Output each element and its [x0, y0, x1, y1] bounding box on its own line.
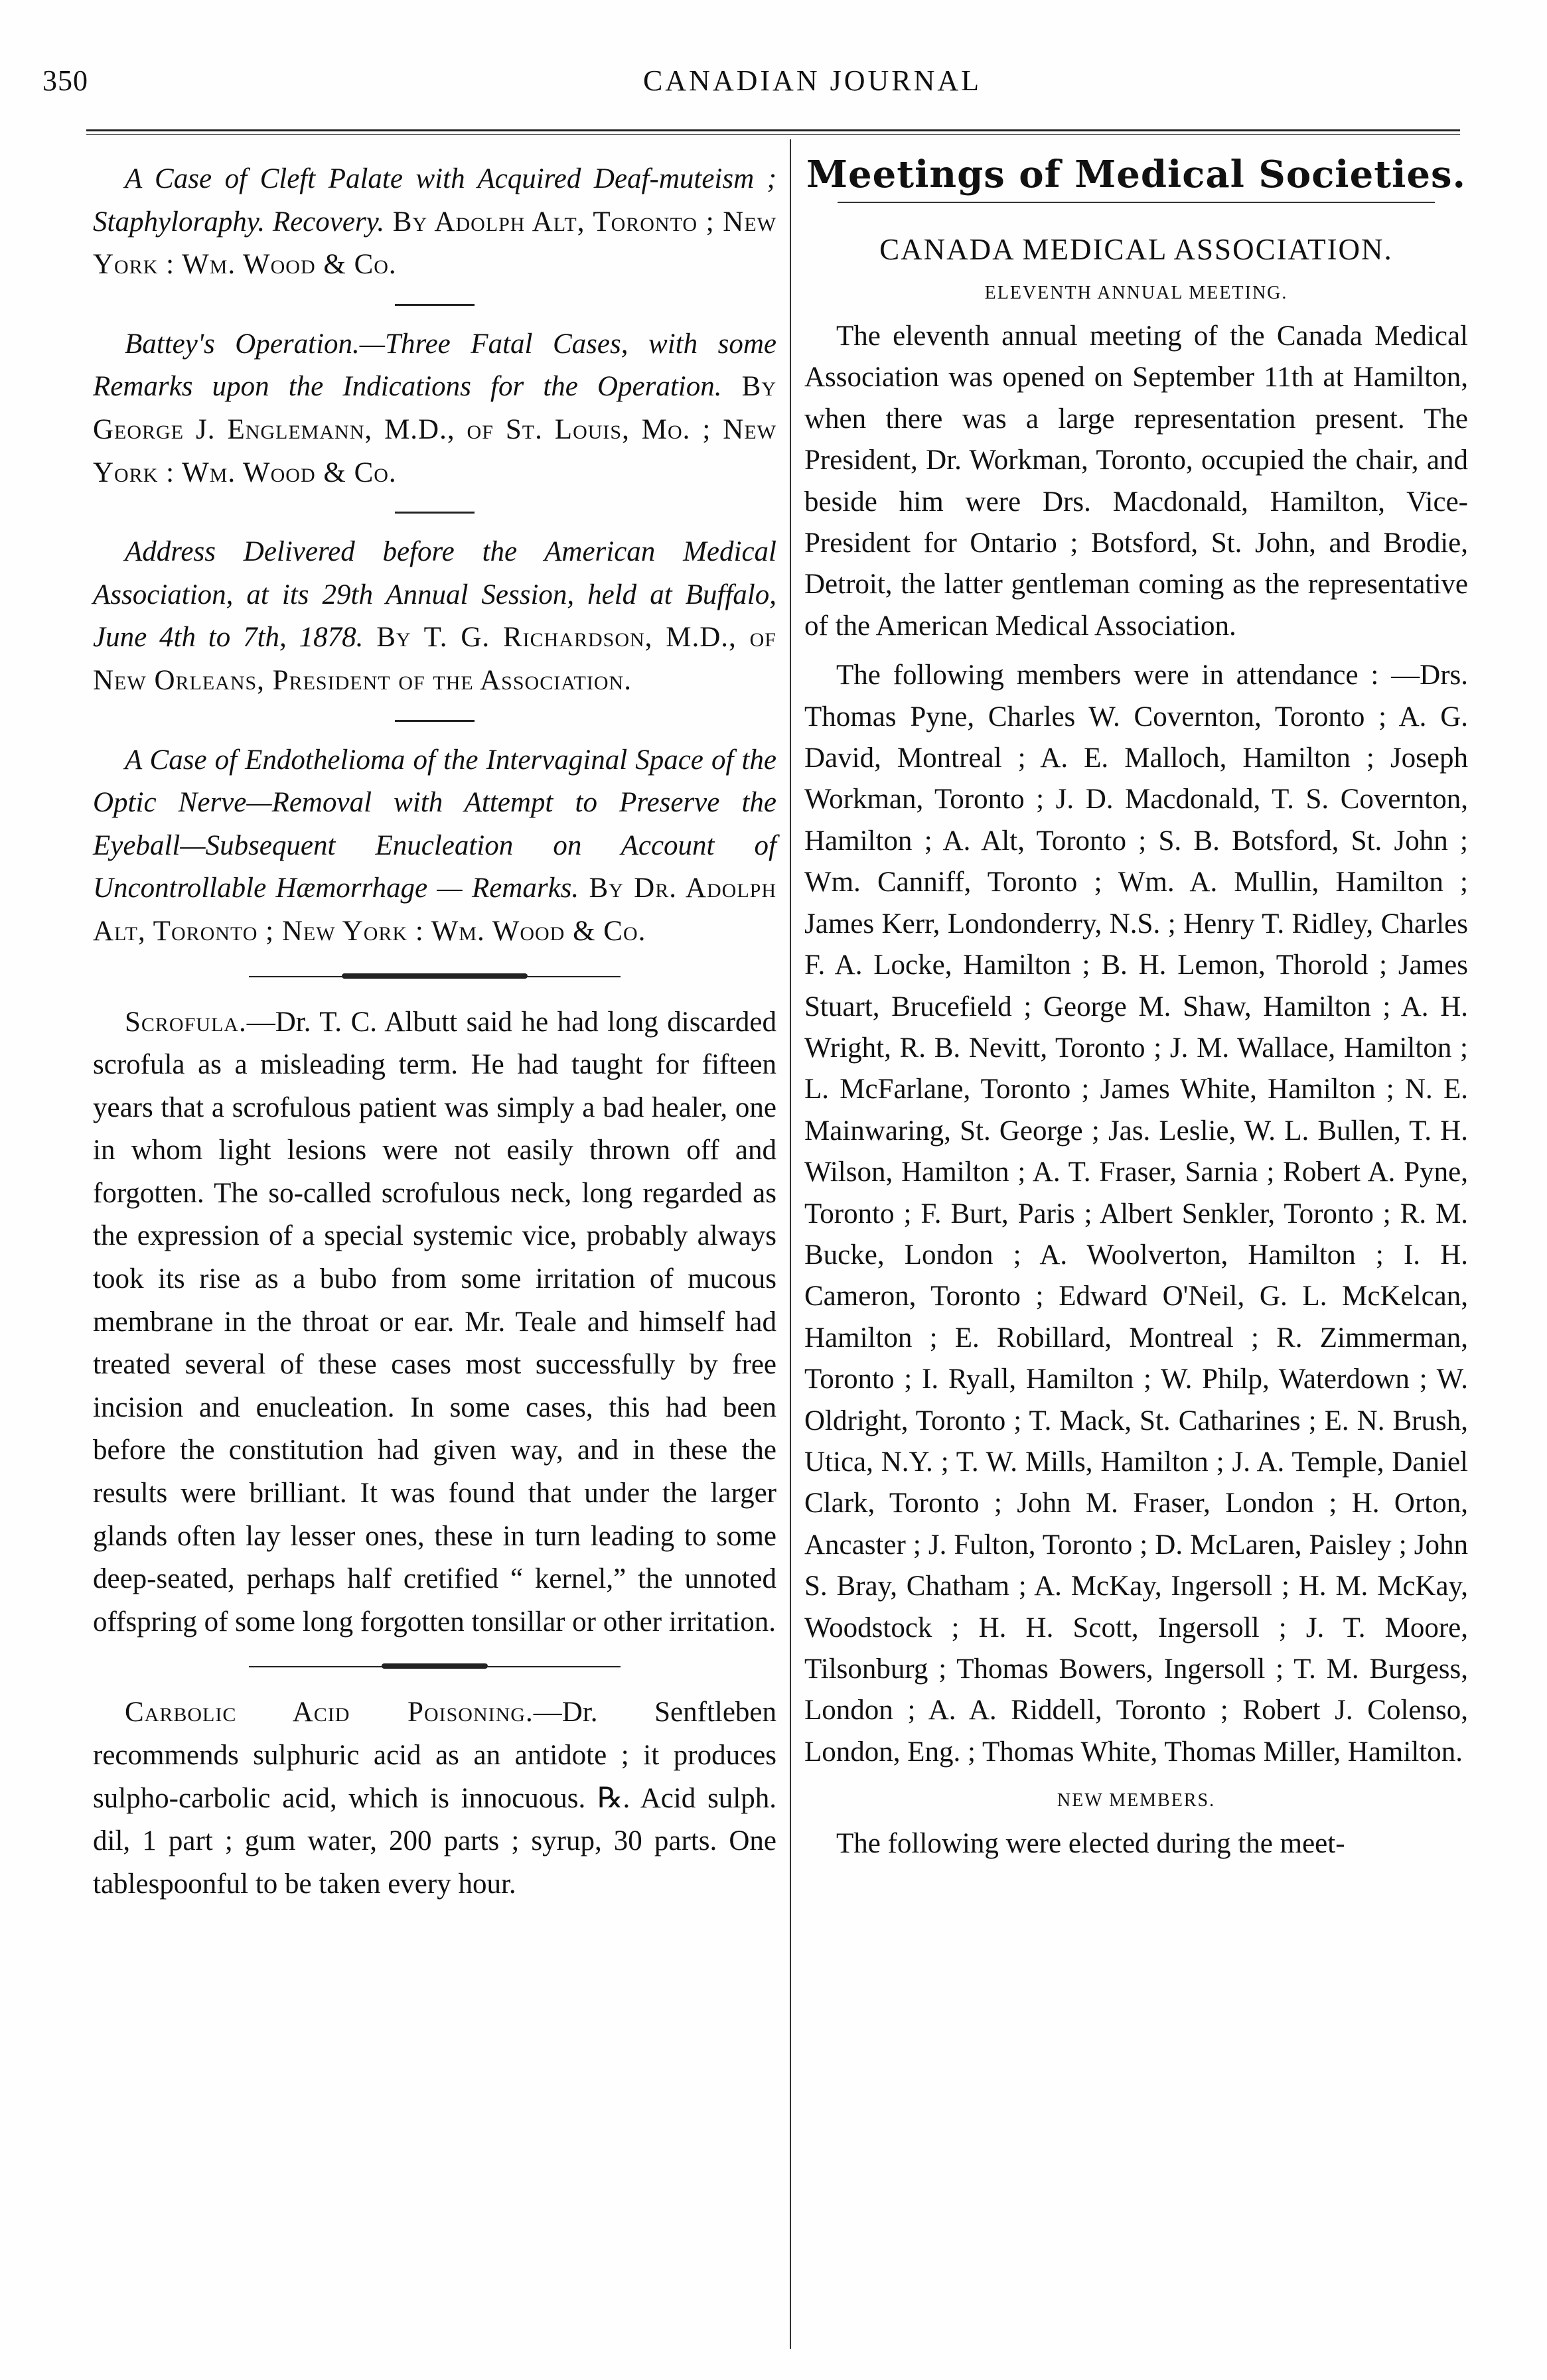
book-notice-cleft-palate [93, 158, 776, 287]
right-column [804, 145, 1468, 1865]
article-body: —Dr. Senftleben recommends sulphuric acid as an antidote ; it produces sulpho-carbolic acid, which is innocuous. ℞. Acid sulph. dil, 1 part ; gum water, 200 parts ; syrup, 30 parts. One tablespoonful to be taken every hour. [93, 1697, 777, 1900]
separator-rule [395, 512, 475, 514]
article-heading: Scrofula. [125, 1006, 247, 1038]
book-title: A Case of Cleft Palate with Acquired Deaf-mutei​sm ; Staphyloraphy. Recovery. [93, 163, 776, 238]
article-body: —Dr. T. C. Albutt said he had long discarded scrofula as a misleading term. He had taught for fifteen years that a scrofulous patient was simply a bad healer, one in whom light lesions were not easily thrown off and forgotten. The so-called scrofulous neck, long regarded as the expression of a special systemic vice, probably always took its rise as a bubo from some irritation of mucous membrane in the throat or ear. Mr. Teale and himself had treated several of these cases most successfully by free incision and enucleation. In some cases, this had been before the constitution had given way, and in these the results were brilliant. It was found that under the larger glands often lay lesser ones, these in turn leading to some deep-seated, perhaps half cretified “ kernel,” the unnoted offspring of some long forgotten tonsillar or other irritation. [93, 1006, 776, 1638]
section-heading-rule [838, 202, 1435, 203]
column-divider [790, 139, 791, 2349]
book-notice-address-ama [93, 531, 776, 702]
page-number: 350 [42, 64, 88, 97]
new-members-paragraph: The following were elected during the meet- [836, 1828, 1345, 1860]
book-notice-endothelioma [93, 739, 776, 953]
meeting-opening-paragraph: The eleventh annual meeting of the Canada Medical Association was opened on September 11th at Hamilton, when there was a large representation present. The President, Dr. Workman, Toronto, occupied the chair, and beside him were Drs. Macdonald, Hamilton, Vice-President for Ontario ; Botsford, St. John, and Brodie, Detroit, the latter gentleman coming as the representative of the American Medical Association. [804, 320, 1468, 642]
book-notice-batteys-operation [93, 323, 776, 494]
book-byline: By Adolph Alt, Toronto ; New York : Wm. Wood & Co. [93, 206, 776, 281]
book-title: Address Delivered before the American Medical Association, at its 29th Annual Session, held at Buffalo, June 4th to 7th, 1878. [93, 536, 776, 654]
article-heading: Carbolic Acid Poisoning. [125, 1697, 534, 1728]
book-byline: By George J. Englemann, M.D., of St. Louis, Mo. ; New York : Wm. Wood & Co. [93, 371, 776, 488]
book-byline: By Dr. Adolph Alt, Toronto ; New York : Wm. Wood & Co. [93, 873, 776, 947]
book-title: A Case of Endothelioma of the Intervaginal Space of the Optic Nerve—Removal with Attempt to Preserve the Eyeball—Subsequent Enucleation on Account of Uncontrollable Hæmorrhage — Remarks. [93, 744, 776, 904]
ornamental-divider [249, 972, 621, 981]
ornamental-divider [249, 1662, 621, 1671]
book-byline: By T. G. Richardson, M.D., of New Orleans, President of the Association. [93, 622, 776, 696]
article-scrofula [93, 1001, 776, 1644]
separator-rule [395, 720, 475, 722]
new-members-heading: NEW MEMBERS. [1057, 1790, 1216, 1811]
running-head: CANADIAN JOURNAL [642, 64, 982, 97]
section-heading: Meetings of Medical Societies. [806, 153, 1466, 196]
page-header [36, 50, 1516, 101]
meeting-subtitle: ELEVENTH ANNUAL MEETING. [984, 283, 1288, 303]
organization-title: CANADA MEDICAL ASSOCIATION. [879, 233, 1393, 266]
book-title: Battey's Operation.—Three Fatal Cases, with some Remarks upon the Indications for the Operation. [93, 328, 776, 403]
article-carbolic-acid [93, 1691, 776, 1906]
left-column [93, 158, 776, 1906]
separator-rule [395, 304, 475, 306]
attendance-paragraph: The following members were in attendance : —Drs. Thomas Pyne, Charles W. Covernton, Toronto ; A. G. David, Montreal ; A. E. Malloch, Hamilton ; Joseph Workman, Toronto ; J. D. Macdonald, T. S. Covernton, Hamilton ; A. Alt, Toronto ; S. B. Botsford, St. John ; Wm. Canniff, Toronto ; Wm. A. Mullin, Hamilton ; James Kerr, Londonderry, N.S. ; Henry T. Ridley, Charles F. A. Locke, Hamilton ; B. H. Lemon, Thorold ; James Stuart, Brucefield ; George M. Shaw, Hamilton ; A. H. Wright, R. B. Nevitt, Toronto ; J. M. Wallace, Hamilton ; L. McFarlane, Toronto ; James White, Hamilton ; N. E. Mainwaring, St. George ; Jas. Leslie, W. L. Bullen, T. H. Wilson, Hamilton ; A. T. Fraser, Sarnia ; Robert A. Pyne, Toronto ; F. Burt, Paris ; Albert Senkler, Toronto ; R. M. Bucke, London ; A. Woolverton, Hamilton ; I. H. Cameron, Toronto ; Edward O'Neil, G. L. McKelcan, Hamilton ; E. Robillard, Montreal ; R. Zimmerman, Toronto ; I. Ryall, Hamilton ; W. Philp, Waterdown ; W. Oldright, Toronto ; T. Mack, St. Catharines ; E. N. Brush, Utica, N.Y. ; T. W. Mills, Hamilton ; J. A. Temple, Daniel Clark, Toronto ; John M. Fraser, London ; H. Orton, Ancaster ; J. Fulton, Toronto ; D. McLaren, Paisley ; John S. Bray, Chatham ; A. McKay, Ingersoll ; H. M. McKay, Woodstock ; H. H. Scott, Ingersoll ; J. T. Moore, Tilsonburg ; Thomas Bowers, Ingersoll ; T. M. Burgess, London ; A. A. Riddell, Toronto ; Robert J. Colenso, London, Eng. ; Thomas White, Thomas Miller, Hamilton. [804, 660, 1468, 1768]
header-rule [86, 129, 1460, 131]
header-rule-thin [86, 134, 1460, 135]
